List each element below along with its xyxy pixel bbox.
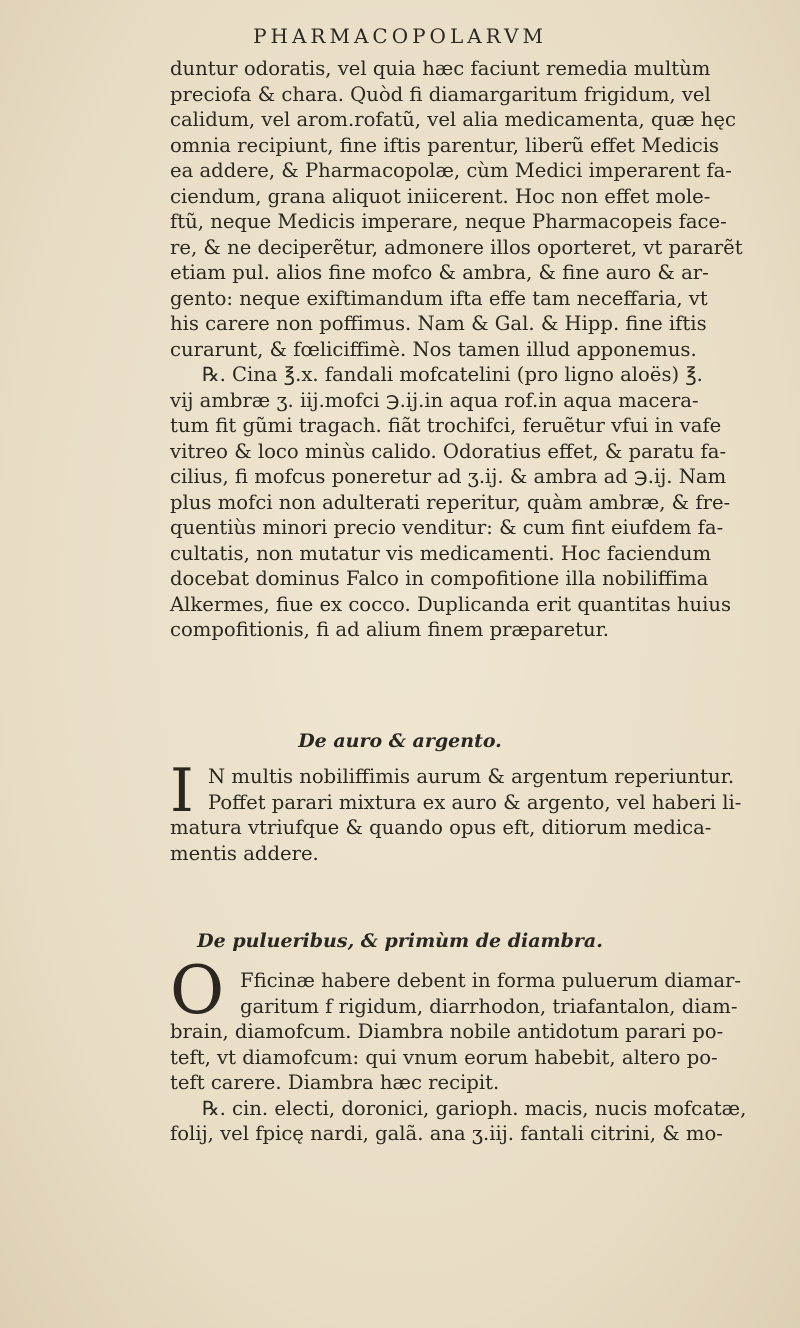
text-line: cultatis, non mutatur vis medicamenti. Hoc faciendum bbox=[170, 541, 712, 565]
text-line: ea addere, & Pharmacopolæ, cùm Medici imperarent fa- bbox=[170, 159, 732, 182]
text-line: ftũ, neque Medicis imperare, neque Pharmacopeis face- bbox=[170, 210, 727, 233]
text-line: quentiùs minori precio venditur: & cum fint eiufdem fa- bbox=[170, 516, 724, 539]
text-line: tum fit gũmi tragach. fiãt trochifci, feruẽtur vfui in vafe bbox=[170, 414, 722, 437]
text-line: cilius, fi mofcus poneretur ad ʒ.ij. & ambra ad ℈.ij. Nam bbox=[170, 465, 727, 488]
running-title: PHARMACOPOLARVM bbox=[253, 24, 547, 48]
section-heading: De auro & argento. bbox=[298, 730, 502, 752]
text-line: gento: neque exiftimandum ifta effe tam neceffaria, vt bbox=[170, 286, 708, 310]
drop-cap: I bbox=[170, 756, 194, 826]
text-line: vij ambræ ʒ. iij.mofci ℈.ij.in aqua rof.in aqua macera- bbox=[170, 388, 699, 412]
section-heading: De pulueribus, & primùm de diambra. bbox=[197, 930, 603, 952]
text-line: docebat dominus Falco in compofitione illa nobiliffima bbox=[170, 567, 709, 590]
text-line: vitreo & loco minùs calido. Odoratius effet, & paratu fa- bbox=[170, 439, 727, 463]
text-line: garitum f rigidum, diarrhodon, triafantalon, diam- bbox=[240, 994, 738, 1018]
text-line: omnia recipiunt, fine iftis parentur, liberũ effet Medicis bbox=[170, 133, 720, 157]
text-line: calidum, vel arom.rofatũ, vel alia medicamenta, quæ hęc bbox=[170, 108, 736, 131]
drop-cap: O bbox=[170, 952, 225, 1029]
recipe-line: ℞. cin. electi, doronici, garioph. macis, nucis mofcatæ, bbox=[202, 1096, 747, 1120]
paragraph-powders bbox=[170, 968, 770, 1147]
text-line: his carere non poffimus. Nam & Gal. & Hipp. fine iftis bbox=[170, 312, 707, 335]
text-line: Alkermes, fiue ex cocco. Duplicanda erit quantitas huius bbox=[170, 592, 732, 616]
text-line: ciendum, grana aliquot iniicerent. Hoc non effet mole- bbox=[170, 184, 711, 208]
recipe-line: ℞. Cina ℥.x. fandali mofcatelini (pro ligno aloës) ℥. bbox=[202, 363, 703, 386]
text-line: compofitionis, fi ad alium finem præparetur. bbox=[170, 618, 610, 641]
text-line: etiam pul. alios fine mofco & ambra, & fine auro & ar- bbox=[170, 261, 709, 284]
text-line: teft, vt diamofcum: qui vnum eorum habebit, altero po- bbox=[170, 1045, 718, 1069]
text-line: duntur odoratis, vel quia hæc faciunt remedia multùm bbox=[170, 57, 711, 80]
text-line: Poffet parari mixtura ex auro & argento, vel haberi li- bbox=[208, 790, 742, 814]
text-line: mentis addere. bbox=[170, 841, 319, 865]
text-line: curarunt, & fœliciffimè. Nos tamen illud apponemus. bbox=[170, 337, 697, 361]
text-line: re, & ne deciperẽtur, admonere illos oporteret, vt pararẽt bbox=[170, 235, 743, 259]
text-line: folij, vel fpicę nardi, galã. ana ʒ.iij. fantali citrini, & mo- bbox=[170, 1122, 723, 1145]
text-line: plus mofci non adulterati reperitur, quàm ambræ, & fre- bbox=[170, 490, 731, 514]
text-line: Fficinæ habere debent in forma puluerum diamar- bbox=[240, 969, 741, 992]
text-line: teft carere. Diambra hæc recipit. bbox=[170, 1071, 500, 1094]
paragraph-main bbox=[170, 56, 770, 643]
text-line: N multis nobiliffimis aurum & argentum reperiuntur. bbox=[208, 765, 735, 788]
paragraph-gold-silver bbox=[170, 756, 770, 866]
text-line: preciofa & chara. Quòd fi diamargaritum frigidum, vel bbox=[170, 82, 711, 106]
text-line: brain, diamofcum. Diambra nobile antidotum parari po- bbox=[170, 1020, 724, 1043]
text-line: matura vtriufque & quando opus eft, ditiorum medica- bbox=[170, 816, 712, 839]
